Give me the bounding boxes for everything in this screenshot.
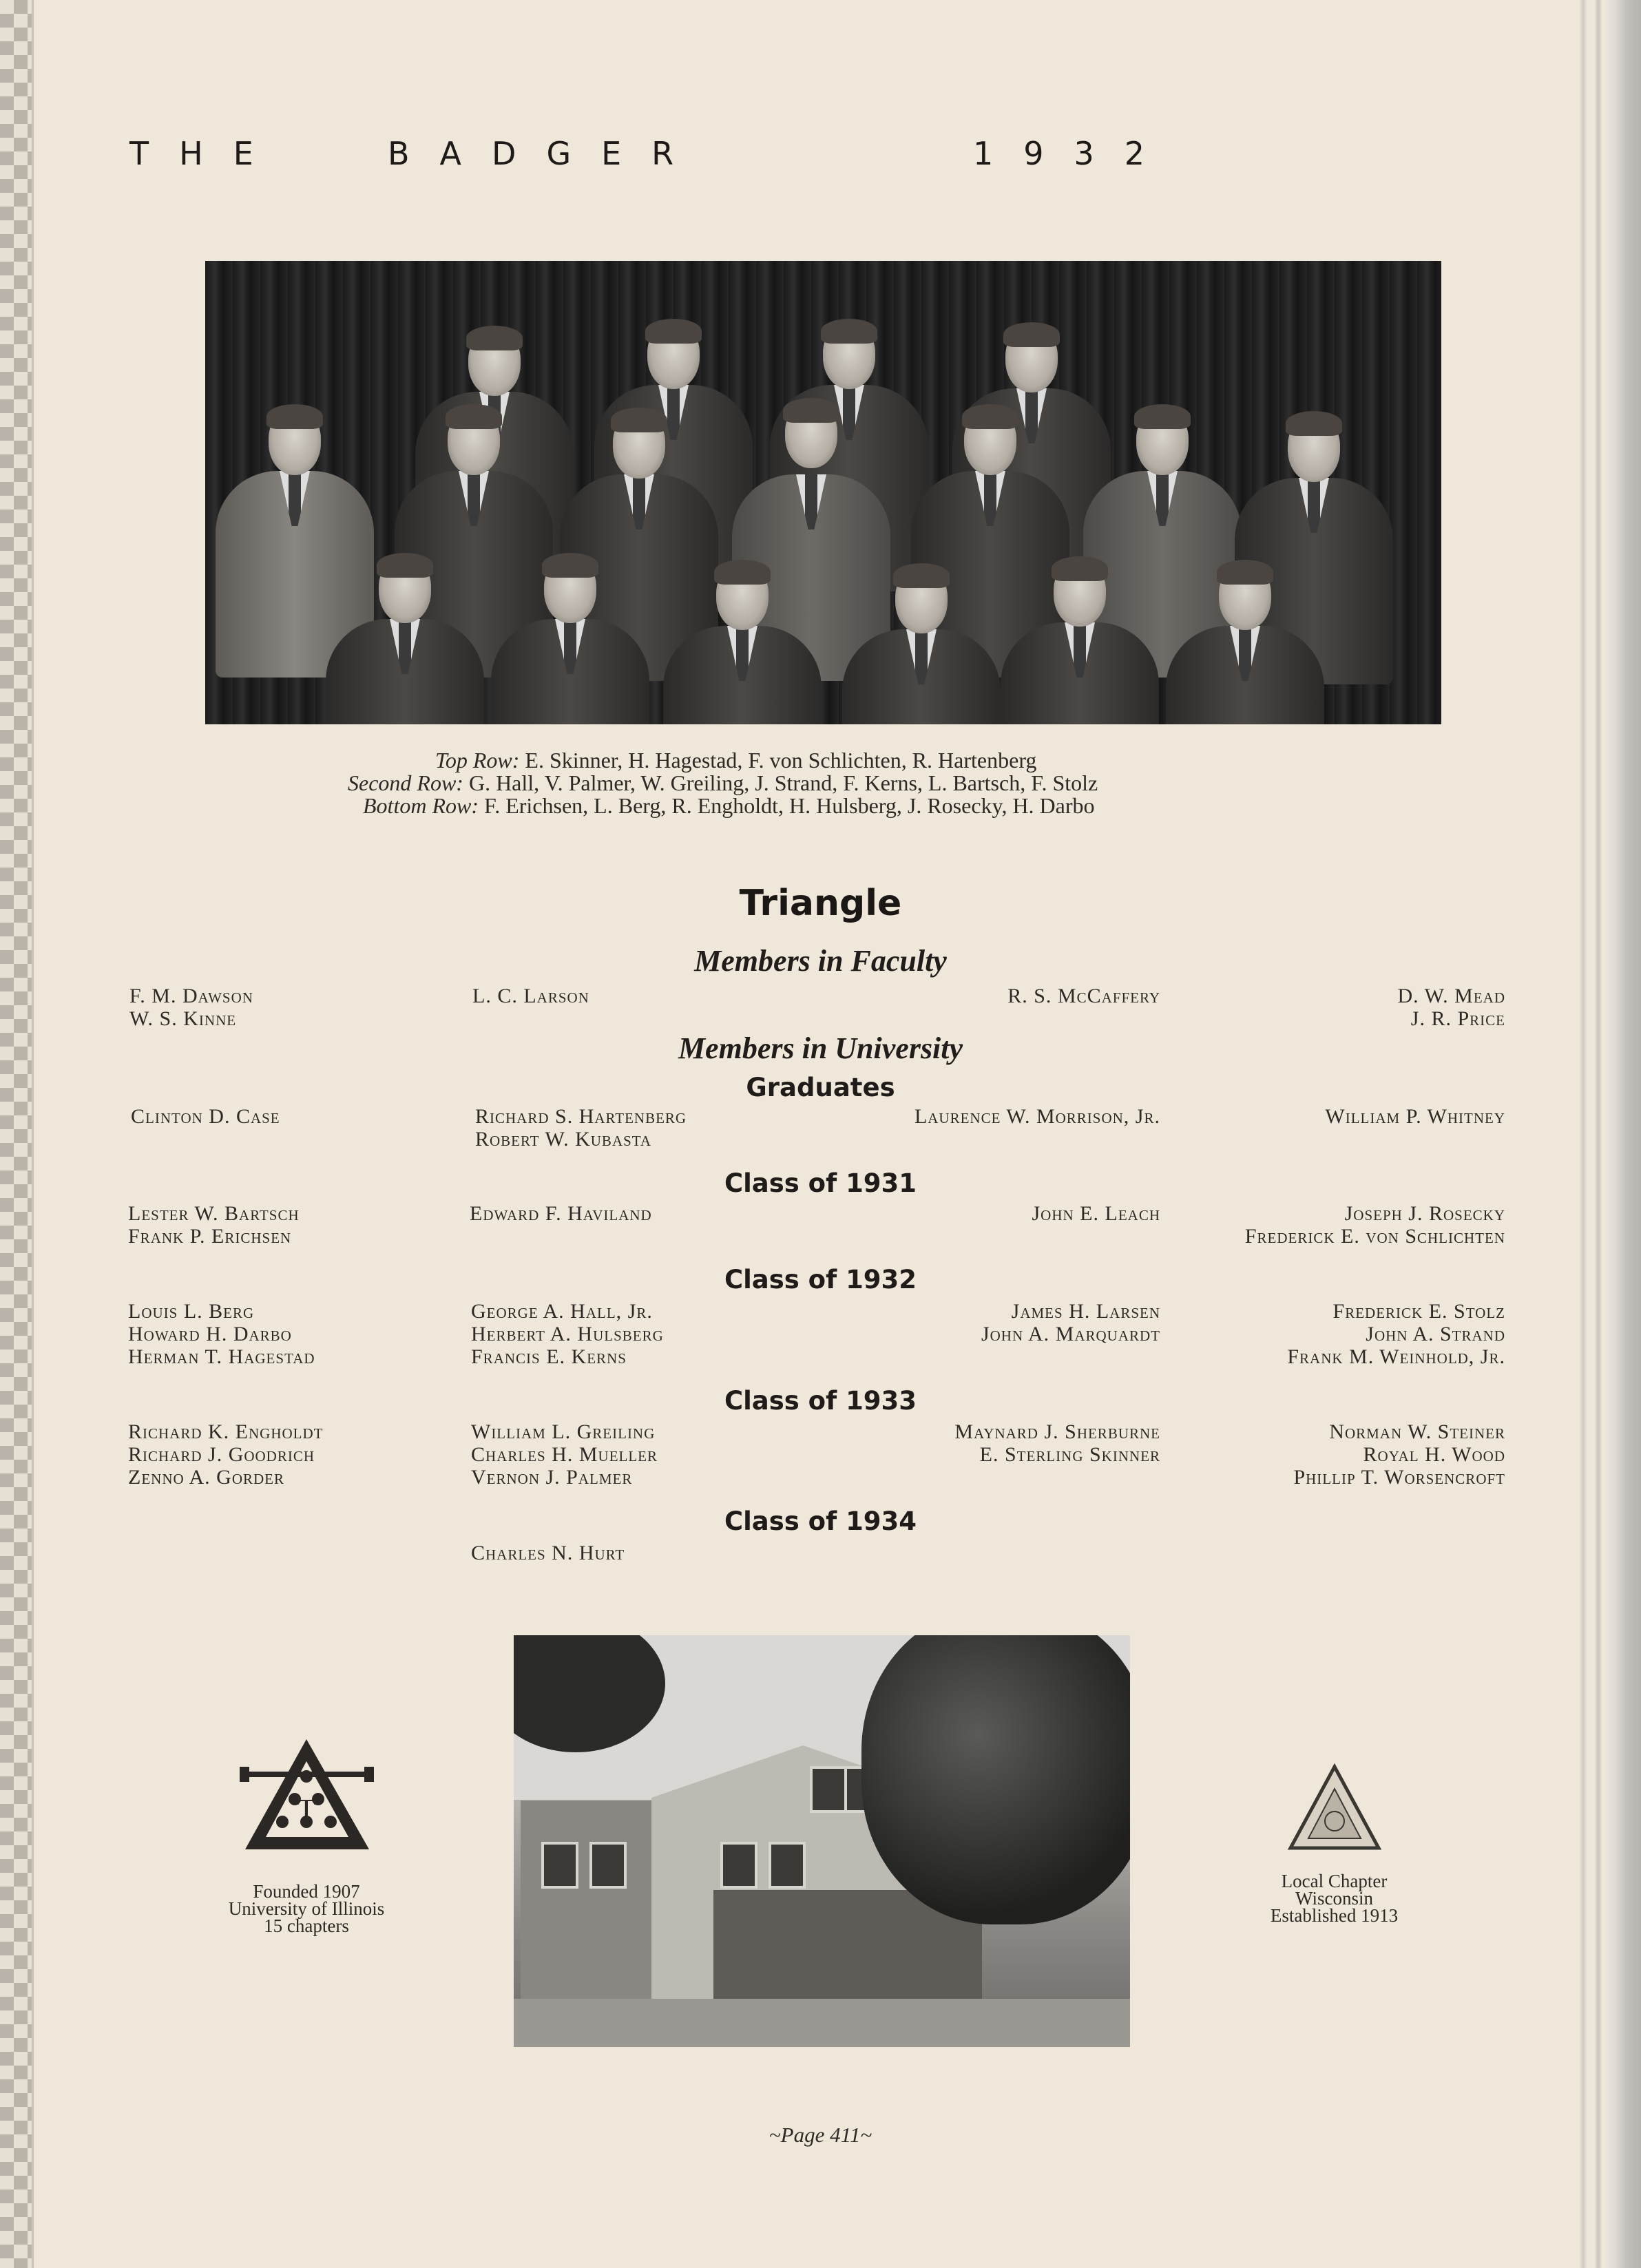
caption-names: F. Erichsen, L. Berg, R. Engholdt, H. Hulsberg, J. Rosecky, H. Darbo [483,793,1095,818]
class-1932-heading: Class of 1932 [724,1265,917,1294]
founding-line: 15 chapters [264,1915,349,1936]
decorative-left-border [0,0,34,2268]
member-name: Howard H. Darbo [128,1323,292,1345]
page-number: ~Page 411~ [769,2123,872,2147]
class-1932-col2 [471,1300,664,1368]
caption-label: Second Row: [348,770,463,795]
member-name: John A. Strand [1366,1323,1505,1345]
member-name: Royal H. Wood [1363,1443,1505,1466]
member-name: Edward F. Haviland [470,1202,652,1225]
caption-second-row [348,772,1098,795]
member-name: Herbert A. Hulsberg [471,1323,664,1345]
running-head-badger: BADGER [388,135,704,172]
member-name: Norman W. Steiner [1329,1420,1505,1443]
caption-bottom-row [363,795,1095,817]
member-name: Richard J. Goodrich [128,1443,315,1466]
chapter-line: Local Chapter [1281,1871,1388,1891]
fraternity-title: Triangle [739,883,902,924]
faculty-col2 [472,985,589,1007]
decorative-right-border [1579,0,1641,2268]
member-name: F. M. Dawson [129,985,253,1007]
member-name: Richard S. Hartenberg [475,1105,687,1128]
founding-line: University of Illinois [228,1898,385,1919]
university-heading: Members in University [678,1031,963,1065]
class-1931-heading: Class of 1931 [724,1168,917,1198]
member-name: John A. Marquardt [981,1323,1160,1345]
member-name: E. Sterling Skinner [979,1443,1160,1466]
chapter-line: Established 1913 [1270,1905,1399,1926]
member-name: John E. Leach [1032,1202,1160,1225]
founding-line: Founded 1907 [253,1881,360,1902]
caption-names: E. Skinner, H. Hagestad, F. von Schlichten, R. Hartenberg [525,748,1037,773]
member-name: Herman T. Hagestad [128,1345,315,1368]
graduates-col3 [914,1105,1160,1128]
graduates-col1 [131,1105,280,1128]
member-name: Frank P. Erichsen [128,1225,292,1248]
chapter-line: Wisconsin [1295,1888,1373,1909]
member-name: Joseph J. Rosecky [1344,1202,1505,1225]
class-1933-col2 [471,1420,658,1489]
faculty-col3 [1007,985,1160,1007]
caption-label: Bottom Row: [363,793,479,818]
class-1932-col1 [128,1300,315,1368]
member-name: George A. Hall, Jr. [471,1300,653,1323]
member-name: William P. Whitney [1325,1105,1505,1128]
faculty-col1 [129,985,253,1030]
member-name: Charles N. Hurt [471,1542,625,1564]
member-name: William L. Greiling [471,1420,656,1443]
svg-text:T: T [297,1793,316,1827]
chapter-house-photo [514,1635,1130,2047]
member-name: Frederick E. von Schlichten [1244,1225,1505,1248]
class-1931-col2 [470,1202,652,1225]
member-name: Laurence W. Morrison, Jr. [914,1105,1160,1128]
member-name: Robert W. Kubasta [475,1128,652,1151]
triangle-emblem-icon [240,1734,374,1854]
class-1933-col3 [954,1420,1160,1466]
member-name: Vernon J. Palmer [471,1466,633,1489]
group-photo [205,261,1441,724]
caption-top-row [435,749,1036,772]
class-1933-heading: Class of 1933 [724,1386,917,1416]
member-name: W. S. Kinne [129,1007,237,1030]
class-1932-col3 [981,1300,1160,1345]
member-name: Louis L. Berg [128,1300,255,1323]
class-1934-col2 [471,1542,625,1564]
faculty-col4 [1397,985,1505,1030]
class-1933-col4 [1293,1420,1505,1489]
caption-label: Top Row: [435,748,520,773]
class-1932-col4 [1287,1300,1505,1368]
class-1931-col4 [1245,1202,1505,1248]
member-name: James H. Larsen [1011,1300,1160,1323]
member-name: Zenno A. Gorder [128,1466,284,1489]
chapter-triangle-icon [1286,1763,1383,1852]
class-1931-col1 [128,1202,300,1248]
member-name: Francis E. Kerns [471,1345,627,1368]
member-name: Frank M. Weinhold, Jr. [1287,1345,1505,1368]
graduates-col4 [1325,1105,1505,1128]
founding-note [200,1883,413,1935]
class-1934-heading: Class of 1934 [724,1506,917,1536]
member-name: Maynard J. Sherburne [954,1420,1160,1443]
running-head-year: 1932 [973,135,1175,172]
graduates-col2 [475,1105,687,1151]
graduates-heading: Graduates [746,1073,895,1102]
class-1933-col1 [128,1420,324,1489]
member-name: J. R. Price [1410,1007,1505,1030]
member-name: R. S. McCaffery [1007,985,1160,1007]
faculty-heading: Members in Faculty [694,944,947,978]
class-1931-col3 [1032,1202,1161,1225]
member-name: D. W. Mead [1397,985,1505,1007]
member-name: Richard K. Engholdt [128,1420,324,1443]
member-name: Frederick E. Stolz [1332,1300,1505,1323]
running-head-the: THE [129,135,284,172]
member-name: Phillip T. Worsencroft [1293,1466,1505,1489]
member-name: L. C. Larson [472,985,589,1007]
caption-names: G. Hall, V. Palmer, W. Greiling, J. Strand, F. Kerns, L. Bartsch, F. Stolz [468,770,1098,795]
member-name: Charles H. Mueller [471,1443,658,1466]
member-name: Clinton D. Case [131,1105,280,1128]
chapter-note [1226,1873,1443,1924]
member-name: Lester W. Bartsch [128,1202,300,1225]
